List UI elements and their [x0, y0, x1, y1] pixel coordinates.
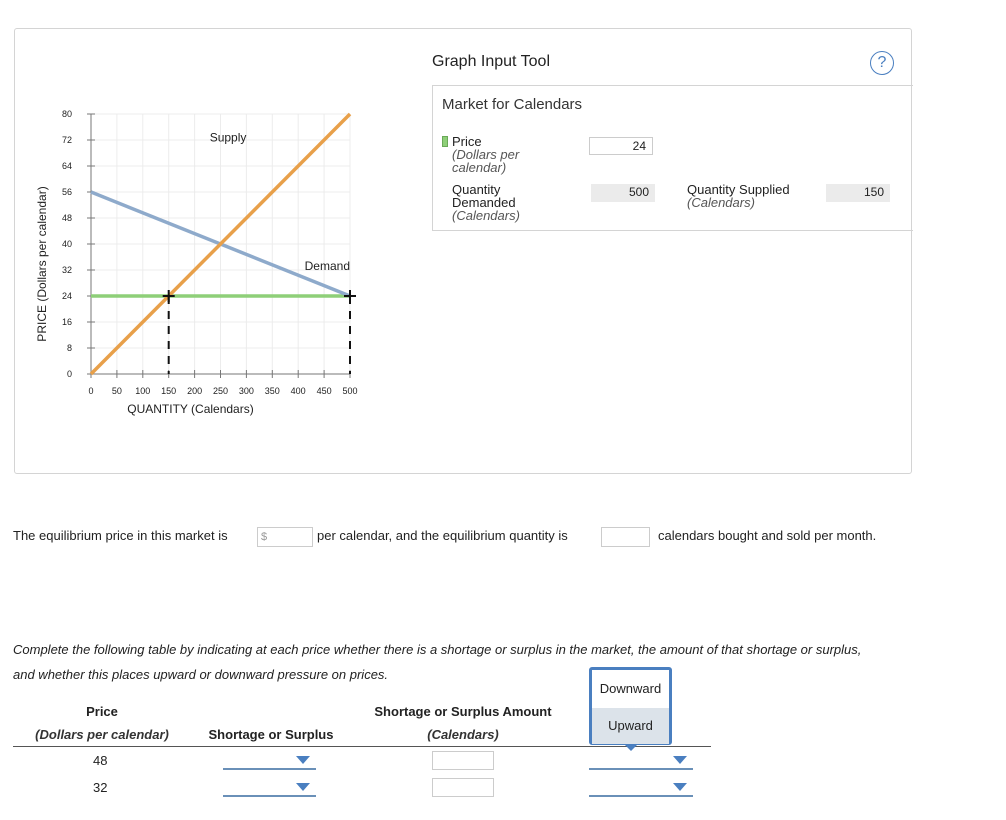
col-header-price: Price	[86, 704, 118, 719]
quantity-supplied-label-group	[687, 183, 817, 209]
price-input[interactable]: 24	[589, 137, 653, 155]
currency-symbol: $	[261, 531, 268, 543]
graph-panel	[14, 28, 912, 474]
equilibrium-quantity-input[interactable]	[601, 527, 650, 547]
x-tick-label-1: 50	[111, 386, 122, 396]
equilibrium-text-1: The equilibrium price in this market is	[13, 528, 228, 543]
graph-input-tool	[432, 85, 913, 231]
table-instructions-line-1: Complete the following table by indicating at each price whether there is a shortage or surplus in the market, the amount of that shortage or surplus,	[13, 642, 862, 657]
equilibrium-text-2: per calendar, and the equilibrium quantity is	[317, 528, 568, 543]
y-tick-label-10: 80	[61, 109, 72, 119]
chevron-down-icon	[673, 783, 687, 791]
y-tick-label-5: 40	[61, 239, 72, 249]
x-tick-label-0: 0	[88, 386, 94, 396]
menu-option-upward[interactable]: Upward	[592, 708, 669, 744]
row-1-pressure-dropdown[interactable]	[589, 752, 693, 770]
x-tick-label-8: 400	[290, 386, 306, 396]
y-tick-label-2: 16	[61, 317, 72, 327]
chevron-down-icon	[296, 756, 310, 764]
row-1-shortage-surplus-dropdown[interactable]	[223, 752, 316, 770]
x-tick-label-2: 100	[135, 386, 151, 396]
quantity-demanded-label-group	[452, 183, 542, 222]
row-1-price: 48	[93, 753, 108, 768]
col-header-amount: Shortage or Surplus Amount	[374, 704, 552, 719]
y-tick-label-6: 48	[61, 213, 72, 223]
x-tick-label-9: 450	[316, 386, 332, 396]
quantity-demanded-label: Quantity Demanded	[452, 182, 516, 210]
row-2-pressure-dropdown[interactable]	[589, 779, 693, 797]
y-tick-label-4: 32	[61, 265, 72, 275]
quantity-supplied-unit: (Calendars)	[687, 195, 755, 210]
col-header-amount-unit: (Calendars)	[427, 727, 499, 742]
help-icon[interactable]: ?	[870, 51, 894, 75]
annotation-supply: Supply	[209, 130, 247, 145]
x-tick-label-10: 500	[342, 386, 358, 396]
price-swatch-icon	[442, 136, 448, 147]
chevron-down-icon	[673, 756, 687, 764]
x-tick-label-3: 150	[161, 386, 177, 396]
col-header-price-unit: (Dollars per calendar)	[35, 727, 169, 742]
x-tick-label-5: 250	[212, 386, 229, 396]
graph-input-tool-title: Graph Input Tool	[432, 53, 551, 70]
y-tick-label-3: 24	[61, 291, 72, 301]
menu-option-downward[interactable]: Downward	[599, 681, 662, 696]
equilibrium-text-3: calendars bought and sold per month.	[658, 528, 877, 543]
x-tick-label-7: 350	[264, 386, 280, 396]
row-2-shortage-surplus-dropdown[interactable]	[223, 779, 316, 797]
col-header-shortage-surplus: Shortage or Surplus	[208, 727, 334, 742]
x-tick-label-4: 200	[187, 386, 203, 396]
y-axis-title: PRICE (Dollars per calendar)	[35, 186, 49, 342]
x-tick-label-6: 300	[238, 386, 254, 396]
pressure-dropdown-menu	[589, 667, 672, 745]
market-title: Market for Calendars	[442, 96, 583, 113]
supply-demand-chart	[15, 29, 435, 475]
y-tick-label-9: 72	[61, 135, 72, 145]
y-tick-label-8: 64	[61, 161, 72, 171]
quantity-supplied-value: 150	[826, 184, 890, 202]
price-label: Price	[452, 134, 482, 149]
quantity-demanded-unit: (Calendars)	[452, 208, 520, 223]
y-tick-label-7: 56	[61, 187, 72, 197]
row-2-amount-input[interactable]	[432, 778, 494, 797]
chevron-down-icon	[296, 783, 310, 791]
price-unit: (Dollars per calendar)	[452, 147, 520, 175]
y-tick-label-1: 8	[66, 343, 72, 353]
y-tick-label-0: 0	[66, 369, 72, 379]
equilibrium-price-input[interactable]	[257, 527, 313, 547]
price-label-group	[442, 135, 542, 174]
row-2-price: 32	[93, 780, 108, 795]
table-header-divider	[13, 746, 711, 747]
row-1-amount-input[interactable]	[432, 751, 494, 770]
x-axis-title: QUANTITY (Calendars)	[127, 402, 254, 416]
menu-caret-icon	[625, 745, 637, 751]
quantity-demanded-value: 500	[591, 184, 655, 202]
annotation-demand: Demand	[304, 259, 350, 273]
quantity-supplied-label: Quantity Supplied	[687, 182, 790, 197]
table-instructions-line-2: and whether this places upward or downward pressure on prices.	[13, 667, 389, 682]
